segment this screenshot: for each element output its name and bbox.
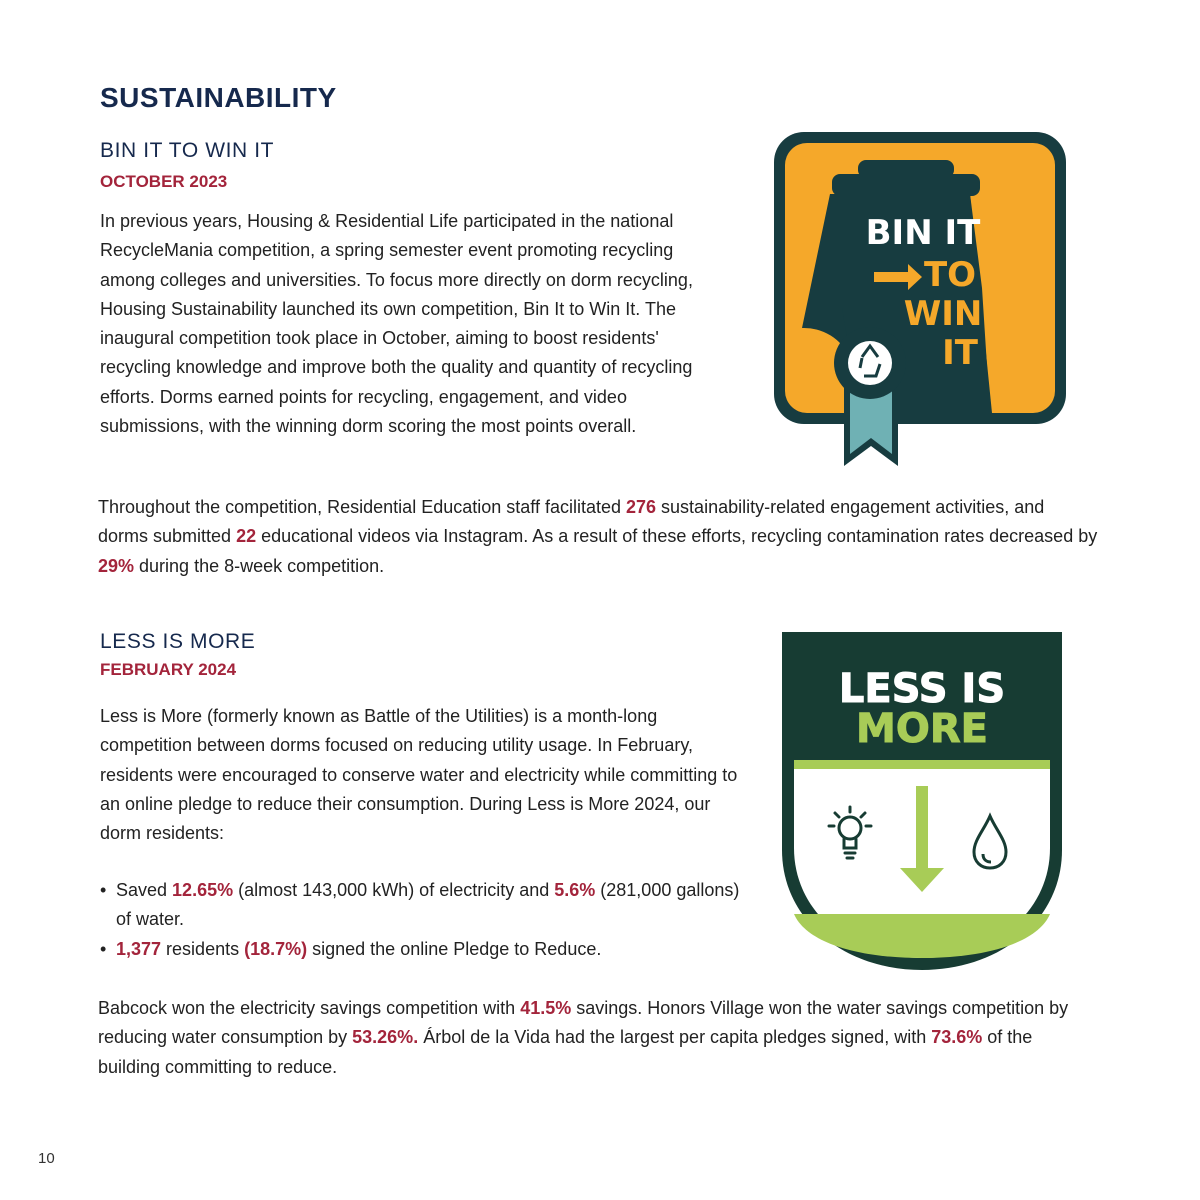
less-is-more-badge-line1: LESS IS <box>838 666 1006 712</box>
bin-it-badge-line1: BIN IT <box>865 213 981 253</box>
less-is-more-paragraph: Less is More (formerly known as Battle of the Utilities) is a month-long competition between dorms focused on reducing utility usage. In February, residents were encouraged to conserve water and electricity while committing to an online pledge to reduce their consumption. During Less is More 2024, our dorm residents: <box>100 706 738 844</box>
bin-it-date: OCTOBER 2023 <box>100 172 228 191</box>
bin-it-title: BIN IT TO WIN IT <box>100 139 275 162</box>
bin-it-badge-line4: IT <box>942 333 978 373</box>
stat-videos: 22 <box>236 526 257 547</box>
bin-it-badge <box>770 128 1070 473</box>
bin-it-results: Throughout the competition, Residential Education staff facilitated 276 sustainability-related engagement activities, and dorms submitted 22 educational videos via Instagram. As a result of these efforts, recycling contamination rates decreased by 29% during the 8-week competition. <box>98 497 1098 576</box>
list-item: • 1,377 residents (18.7%) signed the online Pledge to Reduce. <box>100 935 740 964</box>
bin-it-badge-line3: WIN <box>903 294 983 334</box>
list-item: • Saved 12.65% (almost 143,000 kWh) of electricity and 5.6% (281,000 gallons) of water. <box>100 876 740 935</box>
page-number: 10 <box>38 1150 55 1167</box>
less-is-more-badge <box>780 630 1064 972</box>
results-list <box>100 876 740 964</box>
less-is-more-date: FEBRUARY 2024 <box>100 660 237 679</box>
less-is-more-badge-line2: MORE <box>856 706 988 752</box>
bin-it-paragraph: In previous years, Housing & Residential Life participated in the national RecycleMania competition, a spring semester event promoting recycling among colleges and universities. To focus more directly on dorm recycling, Housing Sustainability launched its own competition, Bin It to Win It. The inaugural competition took place in October, aiming to boost residents' recycling knowledge and improve both the quality and quantity of recycling efforts. Dorms earned points for recycling, engagement, and video submissions, with the winning dorm scoring the most points overall. <box>100 211 693 437</box>
bin-it-badge-to: TO <box>923 255 977 295</box>
less-is-more-results: Babcock won the electricity savings competition with 41.5% savings. Honors Village won the water savings competition by reducing water consumption by 53.26%. Árbol de la Vida had the largest per capita pledges signed, with 73.6% of the building committing to reduce. <box>98 998 1069 1077</box>
stat-contamination: 29% <box>98 555 135 576</box>
less-is-more-title: LESS IS MORE <box>100 630 256 653</box>
page-title: SUSTAINABILITY <box>100 82 337 113</box>
stat-activities: 276 <box>626 497 657 517</box>
